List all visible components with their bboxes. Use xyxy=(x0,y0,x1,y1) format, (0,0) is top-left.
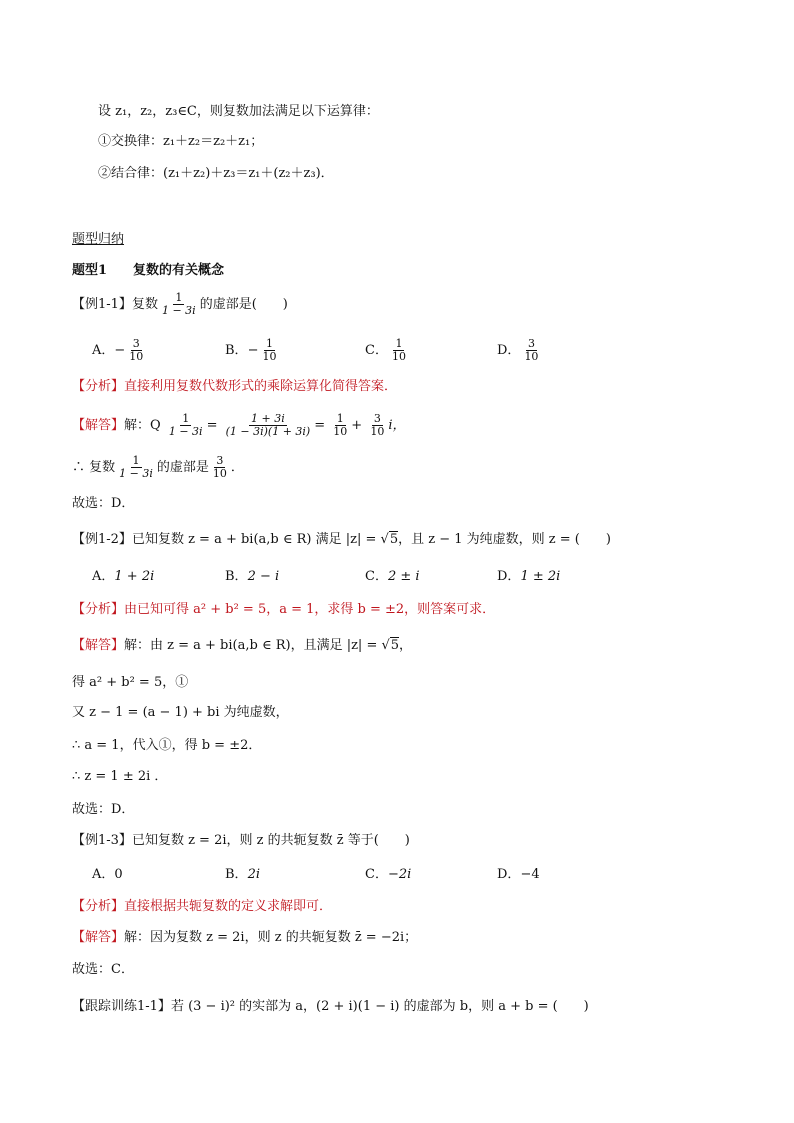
solution-step: ∴ a = 1，代入①，得 b = ±2． xyxy=(72,738,262,753)
option-letter: D． xyxy=(497,343,521,358)
option-letter: A． xyxy=(92,569,115,584)
conclusion-text: 的虚部是 xyxy=(156,460,209,475)
solution-1-3 xyxy=(72,929,417,947)
plus: + xyxy=(351,418,363,433)
analysis-text: 直接根据共轭复数的定义求解即可． xyxy=(124,899,333,914)
analysis-1-1 xyxy=(72,378,397,396)
example-1-1-question xyxy=(72,292,288,317)
fraction xyxy=(167,413,205,438)
option-a xyxy=(92,338,147,363)
commutative-law: ①交换律：z₁＋z₂＝z₂＋z₁； xyxy=(98,134,264,149)
option-sign: − xyxy=(247,343,259,358)
denominator: 10 xyxy=(370,425,385,438)
conclusion-text: ∴ 复数 xyxy=(72,460,116,475)
option-b xyxy=(225,568,279,586)
type-heading: 题型1 复数的有关概念 xyxy=(72,263,225,278)
numerator: 1 xyxy=(336,412,344,425)
solution-text: ， xyxy=(399,638,413,653)
option-d xyxy=(497,866,540,884)
option-c xyxy=(365,338,410,363)
denominator: 1 − 3i xyxy=(161,304,196,317)
option-c xyxy=(365,568,420,586)
option-a xyxy=(92,568,154,586)
solution-text: 解：Q xyxy=(124,418,161,433)
fraction xyxy=(160,292,198,317)
numerator: 1 xyxy=(182,412,190,425)
question-text: 复数 xyxy=(131,297,158,312)
analysis-tag: 【分析】 xyxy=(72,379,125,394)
answer-tag: 【解答】 xyxy=(72,930,125,945)
option-sign: − xyxy=(114,343,126,358)
analysis-tag: 【分析】 xyxy=(72,899,125,914)
solution-text: 解：因为复数 z = 2i，则 z 的共轭复数 z̄ = −2i； xyxy=(124,930,418,945)
analysis-1-3 xyxy=(72,898,332,916)
denominator: 10 xyxy=(333,425,348,438)
numerator: 1 + 3i xyxy=(251,412,285,425)
analysis-tag: 【分析】 xyxy=(72,602,125,617)
associative-law: ②结合律：(z₁＋z₂)＋z₃＝z₁＋(z₂＋z₃)． xyxy=(98,166,334,181)
option-text: 2i xyxy=(247,867,260,882)
option-a xyxy=(92,866,123,884)
fraction xyxy=(127,338,145,363)
denominator: 10 xyxy=(212,467,227,480)
solution-end: i， xyxy=(388,418,406,433)
option-b xyxy=(225,338,280,363)
numerator: 1 xyxy=(175,291,183,304)
option-text: 1 ± 2i xyxy=(520,569,561,584)
question-text: 若 (3 − i)² 的实部为 a，(2 + i)(1 − i) 的虚部为 b，则 a + b = ( ) xyxy=(170,999,589,1014)
option-text: −2i xyxy=(387,867,412,882)
question-text: 已知复数 z = 2i，则 z 的共轭复数 z̄ 等于( ) xyxy=(131,833,410,848)
option-letter: B． xyxy=(225,867,248,882)
intro-line: 设 z₁，z₂，z₃∈C，则复数加法满足以下运算律： xyxy=(98,104,379,119)
numerator: 3 xyxy=(216,454,224,467)
follow-up-label: 【跟踪训练1-1】 xyxy=(72,999,171,1014)
fraction xyxy=(260,338,278,363)
option-c xyxy=(365,866,411,884)
sqrt-value: 5 xyxy=(389,532,399,547)
question-text: ，且 z − 1 为纯虚数，则 z = ( ) xyxy=(398,532,611,547)
option-letter: A． xyxy=(92,867,115,882)
answer-tag: 【解答】 xyxy=(72,418,125,433)
option-text: 0 xyxy=(114,867,123,882)
question-text: 的虚部是( ) xyxy=(199,297,288,312)
denominator: 10 xyxy=(262,350,277,363)
denominator: 10 xyxy=(524,350,539,363)
denominator: 10 xyxy=(391,350,406,363)
fraction xyxy=(331,413,349,438)
example-label: 【例1-1】 xyxy=(72,297,132,312)
denominator: 10 xyxy=(129,350,144,363)
solution-step: 得 a² + b² = 5，① xyxy=(72,675,189,690)
option-letter: B． xyxy=(225,343,248,358)
solution-text: 解：由 z = a + bi(a,b ∈ R)，且满足 |z| = xyxy=(124,638,382,653)
fraction xyxy=(211,455,229,480)
solution-step: ∴ z = 1 ± 2i ． xyxy=(72,769,168,784)
option-d xyxy=(497,568,560,586)
option-text: −4 xyxy=(520,867,540,882)
analysis-text: 直接利用复数代数形式的乘除运算化简得答案． xyxy=(124,379,398,394)
equals: = xyxy=(206,418,218,433)
conclusion-text: ． xyxy=(230,460,244,475)
option-b xyxy=(225,866,260,884)
option-letter: C． xyxy=(365,867,388,882)
numerator: 3 xyxy=(527,337,535,350)
option-letter: B． xyxy=(225,569,248,584)
numerator: 3 xyxy=(132,337,140,350)
option-text: 1 + 2i xyxy=(114,569,155,584)
numerator: 1 xyxy=(395,337,403,350)
follow-up-question xyxy=(72,998,589,1016)
example-label: 【例1-2】 xyxy=(72,532,132,547)
option-letter: D． xyxy=(497,867,521,882)
option-text: 2 − i xyxy=(247,569,280,584)
solution-step: 又 z − 1 = (a − 1) + bi 为纯虚数， xyxy=(72,705,289,720)
solution-1-2: 【解答】解：由 z = a + bi(a,b ∈ R)，且满足 |z| = √5， xyxy=(72,638,413,653)
denominator: 1 − 3i xyxy=(119,467,153,480)
choice-1-3: 故选：C． xyxy=(72,962,134,977)
choice-1-1: 故选：D． xyxy=(72,496,135,511)
fraction xyxy=(224,413,313,438)
option-letter: C． xyxy=(365,569,388,584)
fraction xyxy=(390,338,408,363)
fraction xyxy=(368,413,386,438)
option-letter: D． xyxy=(497,569,521,584)
analysis-1-2 xyxy=(72,601,495,619)
denominator: 1 − 3i xyxy=(168,425,203,438)
example-1-2-question: 【例1-2】已知复数 z = a + bi(a,b ∈ R) 满足 |z| = √5，且 z − 1 为纯虚数，则 z = ( ) xyxy=(72,532,611,547)
denominator: (1 − 3i)(1 + 3i) xyxy=(225,425,311,438)
solution-1-1 xyxy=(72,413,406,438)
sqrt-value: 5 xyxy=(390,638,400,653)
question-text: 已知复数 z = a + bi(a,b ∈ R) 满足 |z| = xyxy=(131,532,381,547)
section-heading: 题型归纳 xyxy=(72,232,125,247)
equals: = xyxy=(314,418,326,433)
fraction xyxy=(522,338,540,363)
example-label: 【例1-3】 xyxy=(72,833,132,848)
option-d xyxy=(497,338,542,363)
conclusion-1-1 xyxy=(72,455,244,480)
fraction xyxy=(117,455,155,480)
analysis-text: 由已知可得 a² + b² = 5，a = 1，求得 b = ±2，则答案可求． xyxy=(124,602,496,617)
answer-tag: 【解答】 xyxy=(72,638,125,653)
option-text: 2 ± i xyxy=(387,569,420,584)
numerator: 1 xyxy=(265,337,273,350)
example-1-3-question xyxy=(72,832,410,850)
choice-1-2: 故选：D． xyxy=(72,802,135,817)
numerator: 3 xyxy=(373,412,381,425)
option-letter: C． xyxy=(365,343,388,358)
numerator: 1 xyxy=(132,454,140,467)
option-letter: A． xyxy=(92,343,115,358)
